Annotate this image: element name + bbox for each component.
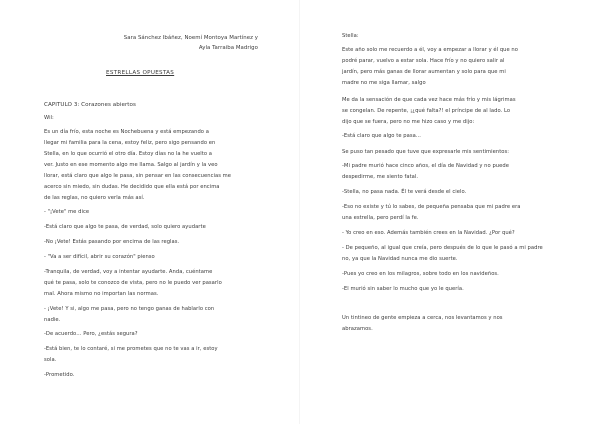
text-line: de las reglas, no quiero verla más así. bbox=[44, 195, 145, 201]
text-line: -Eso no existe y tú lo sabes, de pequeña pensaba que mi padre era bbox=[342, 204, 521, 210]
text-line: -Stella, no pasa nada. Él te verá desde el cielo. bbox=[342, 189, 467, 195]
text-line: - ¡Vete! Y si, algo me pasa, pero no tengo ganas de hablarlo con bbox=[44, 306, 215, 312]
chapter-title: CAPITULO 3: Corazones abiertos bbox=[44, 102, 136, 108]
text-line: -El murió sin saber lo mucho que yo le quería. bbox=[342, 286, 464, 292]
text-line: Stella: bbox=[342, 33, 359, 39]
text-line: llegar mi familia para la cena, estoy feliz, pero sigo pensando en bbox=[44, 140, 216, 146]
author-line: Sara Sánchez Ibáñez, Noemí Montoya Martínez y bbox=[123, 35, 258, 41]
text-line: - De pequeño, al igual que creía, pero después de lo que le pasó a mi padre bbox=[342, 245, 543, 251]
text-line: qué te pasa, solo te conozco de vista, pero no le puedo ver pasarlo bbox=[44, 280, 222, 286]
text-line: -Mi padre murió hace cinco años, el día de Navidad y no puede bbox=[342, 163, 509, 169]
text-line: -Está bien, te lo contaré, si me prometes que no te vas a ir, estoy bbox=[44, 346, 218, 352]
text-line: despedirme, me siento fatal. bbox=[342, 174, 419, 180]
text-line: se congelan. De repente, ¡¿qué falta?! el príncipe de al lado. Lo bbox=[342, 108, 511, 114]
text-line: abrazamos. bbox=[342, 326, 373, 332]
text-line: Es un día frío, esta noche es Nochebuena y está empezando a bbox=[44, 129, 209, 135]
text-line: - "¡Vete" me dice bbox=[44, 209, 90, 215]
text-line: Me da la sensación de que cada vez hace más frío y mis lágrimas bbox=[342, 97, 516, 103]
text-line: Este año solo me recuerdo a él, voy a empezar a llorar y él que no bbox=[342, 47, 518, 53]
text-line: -No ¡Vete! Estás pasando por encima de las reglas. bbox=[44, 239, 180, 245]
text-line: acerco sin miedo, sin dudas. He decidido que ella está por encima bbox=[44, 184, 220, 190]
text-line: podré parar, vuelvo a estar sola. Hace frío y no quiero salir al bbox=[342, 58, 505, 64]
text-line: Se puso tan pesado que tuve que expresarle mis sentimientos: bbox=[342, 149, 510, 155]
text-line: - Yo creo en eso. Además también crees en la Navidad. ¿Por qué? bbox=[342, 230, 515, 236]
text-line: Stella, en lo que ocurrió el otro día. Estoy días no la he vuelto a bbox=[44, 151, 213, 157]
text-line: -De acuerdo… Pero, ¿estás segura? bbox=[44, 331, 138, 337]
text-line: -Está claro que algo te pasa, de verdad, solo quiero ayudarte bbox=[44, 224, 206, 230]
text-line: ver. Justo en ese momento algo me llama. Salgo al jardín y la veo bbox=[44, 162, 218, 168]
text-line: jardín, pero más ganas de llorar aumentan y solo para que mi bbox=[342, 69, 506, 75]
book-title: ESTRELLAS OPUESTAS bbox=[106, 70, 175, 76]
text-line: no, ya que la Navidad nunca me dio suerte. bbox=[342, 256, 458, 262]
text-line: nadie. bbox=[44, 317, 61, 323]
text-line: -Prometido. bbox=[44, 372, 75, 378]
text-line: llorar, está claro que algo le pasa, sin pensar en las consecuencias me bbox=[44, 173, 232, 179]
text-line: -Está claro que algo te pasa… bbox=[342, 133, 422, 139]
right-page bbox=[300, 0, 600, 424]
text-line: Un tintineo de gente empieza a cerca, nos levantamos y nos bbox=[342, 315, 503, 321]
text-line: mal. Ahora mismo no importan las normas. bbox=[44, 291, 159, 297]
text-line: sola. bbox=[44, 357, 57, 363]
text-line: -Tranquila, de verdad, voy a intentar ayudarte. Anda, cuéntame bbox=[44, 269, 213, 275]
text-line: -Pues yo creo en los milagros, sobre todo en los navideños. bbox=[342, 271, 499, 277]
text-line: dijo que se fuera, pero no me hizo caso y me dijo: bbox=[342, 119, 475, 125]
text-line: madre no me siga llamar, salgo bbox=[342, 80, 426, 86]
author-line: Ayla Tarraiba Madrigo bbox=[198, 45, 258, 51]
text-line: - "Va a ser difícil, abrir su corazón" pienso bbox=[44, 254, 155, 260]
text-line: una estrella, pero perdí la fe. bbox=[342, 215, 419, 221]
text-line: Wil: bbox=[44, 115, 54, 121]
